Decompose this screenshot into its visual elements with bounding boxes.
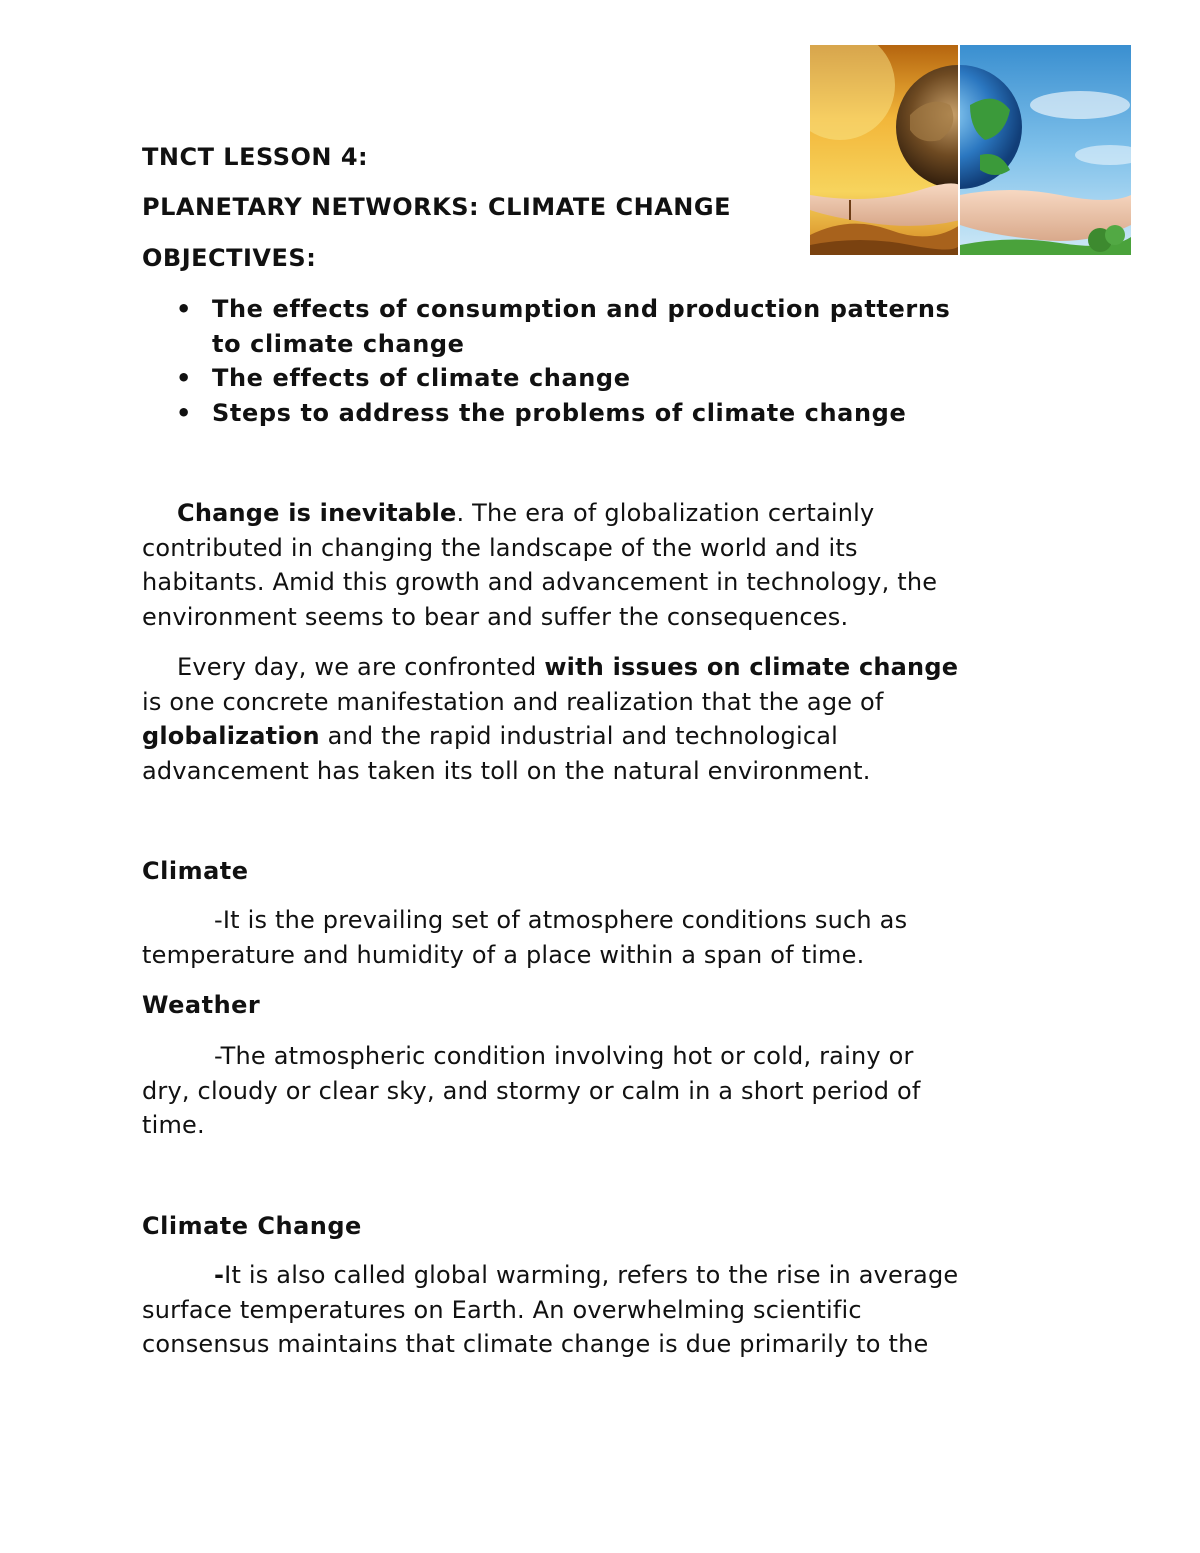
climate-definition: [142, 903, 907, 972]
paragraph-text: Every day, we are confronted: [177, 653, 545, 681]
emphasis-text: Change is inevitable: [177, 499, 457, 527]
emphasis-text: -: [214, 1261, 225, 1289]
topic-title: PLANETARY NETWORKS: CLIMATE CHANGE: [142, 193, 731, 221]
list-item: [142, 396, 950, 431]
weather-definition: [142, 1039, 921, 1143]
paragraph-text: is one concrete manifestation and realization that the age of: [142, 687, 884, 716]
paragraph-text: . The era of globalization certainly: [456, 499, 875, 527]
list-item-text: to climate change: [212, 329, 465, 358]
paragraph-text: -The atmospheric condition involving hot or cold, rainy or: [214, 1042, 914, 1070]
paragraph-text: time.: [142, 1111, 205, 1139]
climate-change-heading: Climate Change: [142, 1212, 362, 1240]
weather-heading: Weather: [142, 991, 261, 1019]
paragraph-text: contributed in changing the landscape of the world and its: [142, 533, 858, 562]
paragraph-text: consensus maintains that climate change is due primarily to the: [142, 1330, 929, 1358]
paragraph-text: habitants. Amid this growth and advancement in technology, the: [142, 568, 938, 596]
climate-illustration: [810, 45, 1131, 255]
objectives-list: [142, 292, 950, 430]
list-item-text: Steps to address the problems of climate change: [212, 398, 907, 427]
paragraph-text: advancement has taken its toll on the natural environment.: [142, 756, 871, 785]
paragraph-text: -It is the prevailing set of atmosphere conditions such as: [214, 906, 908, 934]
paragraph-text: environment seems to bear and suffer the consequences.: [142, 602, 849, 631]
intro-paragraph-1: [142, 496, 937, 634]
paragraph-text: It is also called global warming, refers to the rise in average: [224, 1261, 959, 1289]
emphasis-text: with issues on climate change: [544, 653, 959, 681]
bullet-icon: •: [176, 295, 192, 323]
bullet-icon: •: [176, 364, 192, 392]
climate-change-definition: [142, 1258, 958, 1362]
bullet-icon: •: [176, 398, 192, 427]
list-item: [142, 361, 950, 396]
paragraph-text: and the rapid industrial and technological: [319, 722, 838, 750]
list-item: [142, 292, 950, 361]
list-item-text: The effects of climate change: [212, 364, 631, 392]
paragraph-text: dry, cloudy or clear sky, and stormy or calm in a short period of: [142, 1076, 921, 1105]
emphasis-text: globalization: [142, 722, 320, 750]
paragraph-text: temperature and humidity of a place within a span of time.: [142, 940, 865, 969]
intro-paragraph-2: [142, 650, 958, 788]
objectives-label: OBJECTIVES:: [142, 244, 317, 272]
climate-heading: Climate: [142, 857, 249, 885]
lesson-label: TNCT LESSON 4:: [142, 143, 369, 171]
list-item-text: The effects of consumption and production patterns: [212, 295, 951, 323]
paragraph-text: surface temperatures on Earth. An overwhelming scientific: [142, 1295, 862, 1324]
